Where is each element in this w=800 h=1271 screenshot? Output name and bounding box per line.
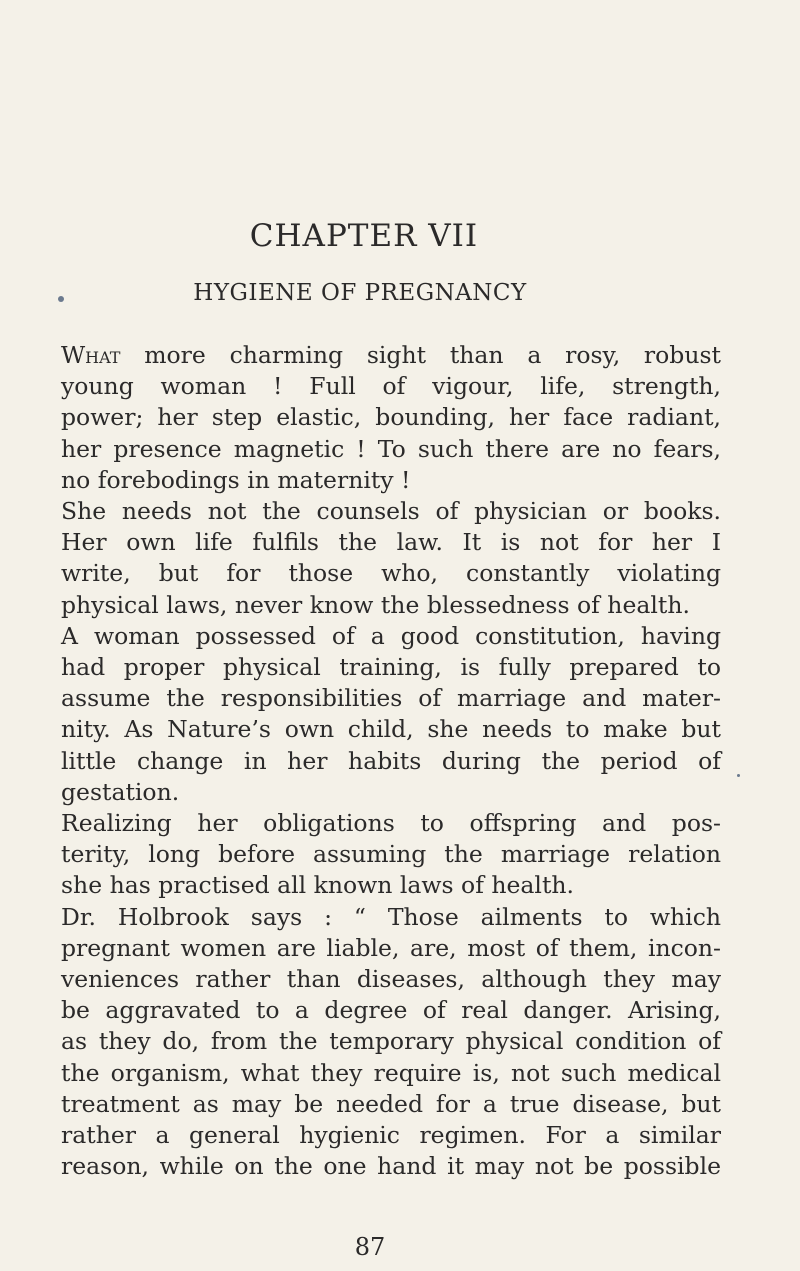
text-line	[61, 371, 721, 402]
text-line	[61, 1058, 721, 1089]
text-line	[61, 1120, 721, 1151]
line-text: nity. As Nature’s own child, she needs to make but	[61, 715, 721, 744]
text-line	[61, 590, 721, 621]
text-line	[61, 995, 721, 1026]
text-line	[61, 808, 721, 839]
text-line	[61, 621, 721, 652]
line-text: gestation.	[61, 777, 180, 806]
text-line	[61, 558, 721, 589]
line-text: write, but for those who, constantly violating	[61, 559, 721, 588]
line-text: assume the responsibilities of marriage and mater-	[61, 684, 721, 713]
text-line	[61, 964, 721, 995]
text-line	[61, 777, 721, 808]
text-line	[61, 870, 721, 901]
line-text: be aggravated to a degree of real danger. Arising,	[61, 996, 721, 1025]
line-text: had proper physical training, is fully prepared to	[61, 653, 721, 681]
margin-speck	[737, 774, 740, 777]
text-line	[61, 1089, 721, 1120]
line-text: pregnant women are liable, are, most of them, incon-	[61, 933, 721, 962]
text-line	[61, 1026, 721, 1057]
page-number: 87	[354, 1233, 386, 1261]
text-line	[61, 652, 721, 683]
line-text: young woman ! Full of vigour, life, strength,	[61, 372, 721, 401]
text-line	[61, 496, 721, 527]
margin-speck	[58, 296, 64, 302]
line-text: little change in her habits during the period of	[61, 746, 721, 775]
text-line	[61, 340, 721, 371]
text-line	[61, 902, 721, 933]
line-text: She needs not the counsels of physician or books.	[61, 497, 721, 525]
text-line	[61, 683, 721, 714]
line-text: she has practised all known laws of health.	[61, 871, 574, 900]
text-line	[61, 402, 721, 433]
line-text: Realizing her obligations to offspring and pos-	[61, 809, 721, 837]
line-text: treatment as may be needed for a true disease, but	[61, 1089, 721, 1118]
drop-lead-word: What	[61, 341, 121, 369]
text-line	[61, 527, 721, 558]
line-text: reason, while on the one hand it may not be possible	[61, 1152, 721, 1181]
text-line	[61, 1151, 721, 1182]
chapter-title: HYGIENE OF PREGNANCY	[193, 280, 527, 306]
line-text: no forebodings in maternity !	[61, 465, 411, 494]
line-text: Her own life fulfils the law. It is not for her I	[61, 528, 721, 557]
line-text: power; her step elastic, bounding, her face radiant,	[61, 403, 721, 432]
line-text: the organism, what they require is, not such medical	[61, 1058, 721, 1087]
line-text: physical laws, never know the blessedness of health.	[61, 590, 690, 619]
line-text: veniences rather than diseases, although they may	[61, 965, 721, 993]
line-text: as they do, from the temporary physical condition of	[61, 1027, 721, 1056]
text-line	[61, 434, 721, 465]
chapter-number: CHAPTER VII	[249, 218, 479, 254]
text-line	[61, 746, 721, 777]
line-text: Dr. Holbrook says : “ Those ailments to which	[61, 902, 721, 931]
text-line	[61, 933, 721, 964]
line-text: terity, long before assuming the marriage relation	[61, 840, 721, 869]
line-text: rather a general hygienic regimen. For a similar	[61, 1121, 721, 1149]
text-line	[61, 839, 721, 870]
text-line	[61, 714, 721, 745]
text-line	[61, 465, 721, 496]
line-text: A woman possessed of a good constitution, having	[61, 621, 721, 650]
line-text: her presence magnetic ! To such there are no fears,	[61, 434, 721, 463]
line-text: more charming sight than a rosy, robust	[120, 341, 721, 369]
